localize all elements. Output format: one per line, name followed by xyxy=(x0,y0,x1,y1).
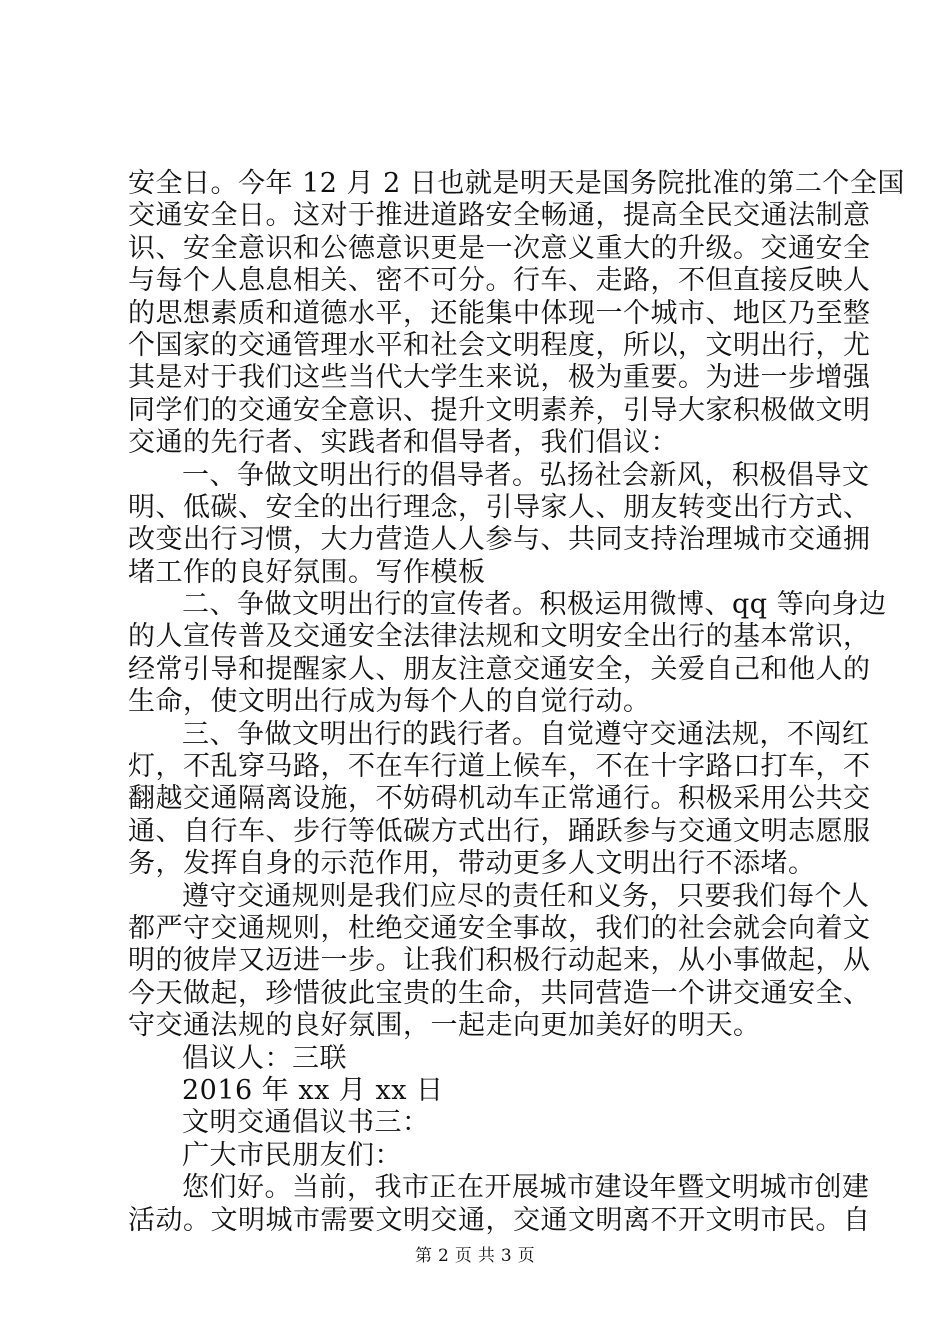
text-line: 活动。文明城市需要文明交通，交通文明离不开文明市民。自 xyxy=(128,1204,871,1236)
text-line: 倡议人：三联 xyxy=(182,1042,347,1074)
text-line: 一、争做文明出行的倡导者。弘扬社会新风，积极倡导文 xyxy=(182,459,870,491)
text-line: 的思想素质和道德水平，还能集中体现一个城市、地区乃至整 xyxy=(128,297,871,329)
text-line: 2016 年 xx 月 xx 日 xyxy=(182,1074,444,1106)
text-line: 都严守交通规则，杜绝交通安全事故，我们的社会就会向着文 xyxy=(128,912,871,944)
text-line: 同学们的交通安全意识、提升文明素养，引导大家积极做文明 xyxy=(128,394,871,426)
text-line: 您们好。当前，我市正在开展城市建设年暨文明城市创建 xyxy=(182,1172,870,1204)
text-line: 堵工作的良好氛围。写作模板 xyxy=(128,556,486,588)
text-line: 三、争做文明出行的践行者。自觉遵守交通法规，不闯红 xyxy=(182,718,870,750)
document-body xyxy=(128,168,905,1237)
text-line: 识、安全意识和公德意识更是一次意义重大的升级。交通安全 xyxy=(128,232,871,264)
text-line: 生命，使文明出行成为每个人的自觉行动。 xyxy=(128,686,651,718)
text-line: 交通的先行者、实践者和倡导者，我们倡议： xyxy=(128,427,678,459)
text-line: 明的彼岸又迈进一步。让我们积极行动起来，从小事做起，从 xyxy=(128,945,871,977)
text-line: 的人宣传普及交通安全法律法规和文明安全出行的基本常识， xyxy=(128,621,871,653)
text-line: 经常引导和提醒家人、朋友注意交通安全，关爱自己和他人的 xyxy=(128,653,871,685)
text-line: 翻越交通隔离设施，不妨碍机动车正常通行。积极采用公共交 xyxy=(128,783,871,815)
text-line: 守交通法规的良好氛围，一起走向更加美好的明天。 xyxy=(128,1010,761,1042)
text-line: 二、争做文明出行的宣传者。积极运用微博、qq 等向身边 xyxy=(182,589,887,621)
text-line: 广大市民朋友们： xyxy=(182,1139,402,1171)
text-line: 与每个人息息相关、密不可分。行车、走路，不但直接反映人 xyxy=(128,265,871,297)
text-line: 安全日。今年 12 月 2 日也就是明天是国务院批准的第二个全国 xyxy=(128,168,905,199)
text-line: 通、自行车、步行等低碳方式出行，踊跃参与交通文明志愿服 xyxy=(128,815,871,847)
text-line: 其是对于我们这些当代大学生来说，极为重要。为进一步增强 xyxy=(128,362,871,394)
text-line: 遵守交通规则是我们应尽的责任和义务，只要我们每个人 xyxy=(182,880,870,912)
text-line: 文明交通倡议书三： xyxy=(182,1107,430,1139)
text-line: 务，发挥自身的示范作用，带动更多人文明出行不添堵。 xyxy=(128,848,816,880)
text-line: 交通安全日。这对于推进道路安全畅通，提高全民交通法制意 xyxy=(128,200,871,232)
text-line: 今天做起，珍惜彼此宝贵的生命，共同营造一个讲交通安全、 xyxy=(128,977,871,1009)
page-footer: 第 2 页 共 3 页 xyxy=(415,1246,535,1266)
text-line: 个国家的交通管理水平和社会文明程度，所以，文明出行，尤 xyxy=(128,329,871,361)
text-line: 明、低碳、安全的出行理念，引导家人、朋友转变出行方式、 xyxy=(128,491,871,523)
text-line: 灯，不乱穿马路，不在车行道上候车，不在十字路口打车，不 xyxy=(128,751,871,783)
text-line: 改变出行习惯，大力营造人人参与、共同支持治理城市交通拥 xyxy=(128,524,871,556)
